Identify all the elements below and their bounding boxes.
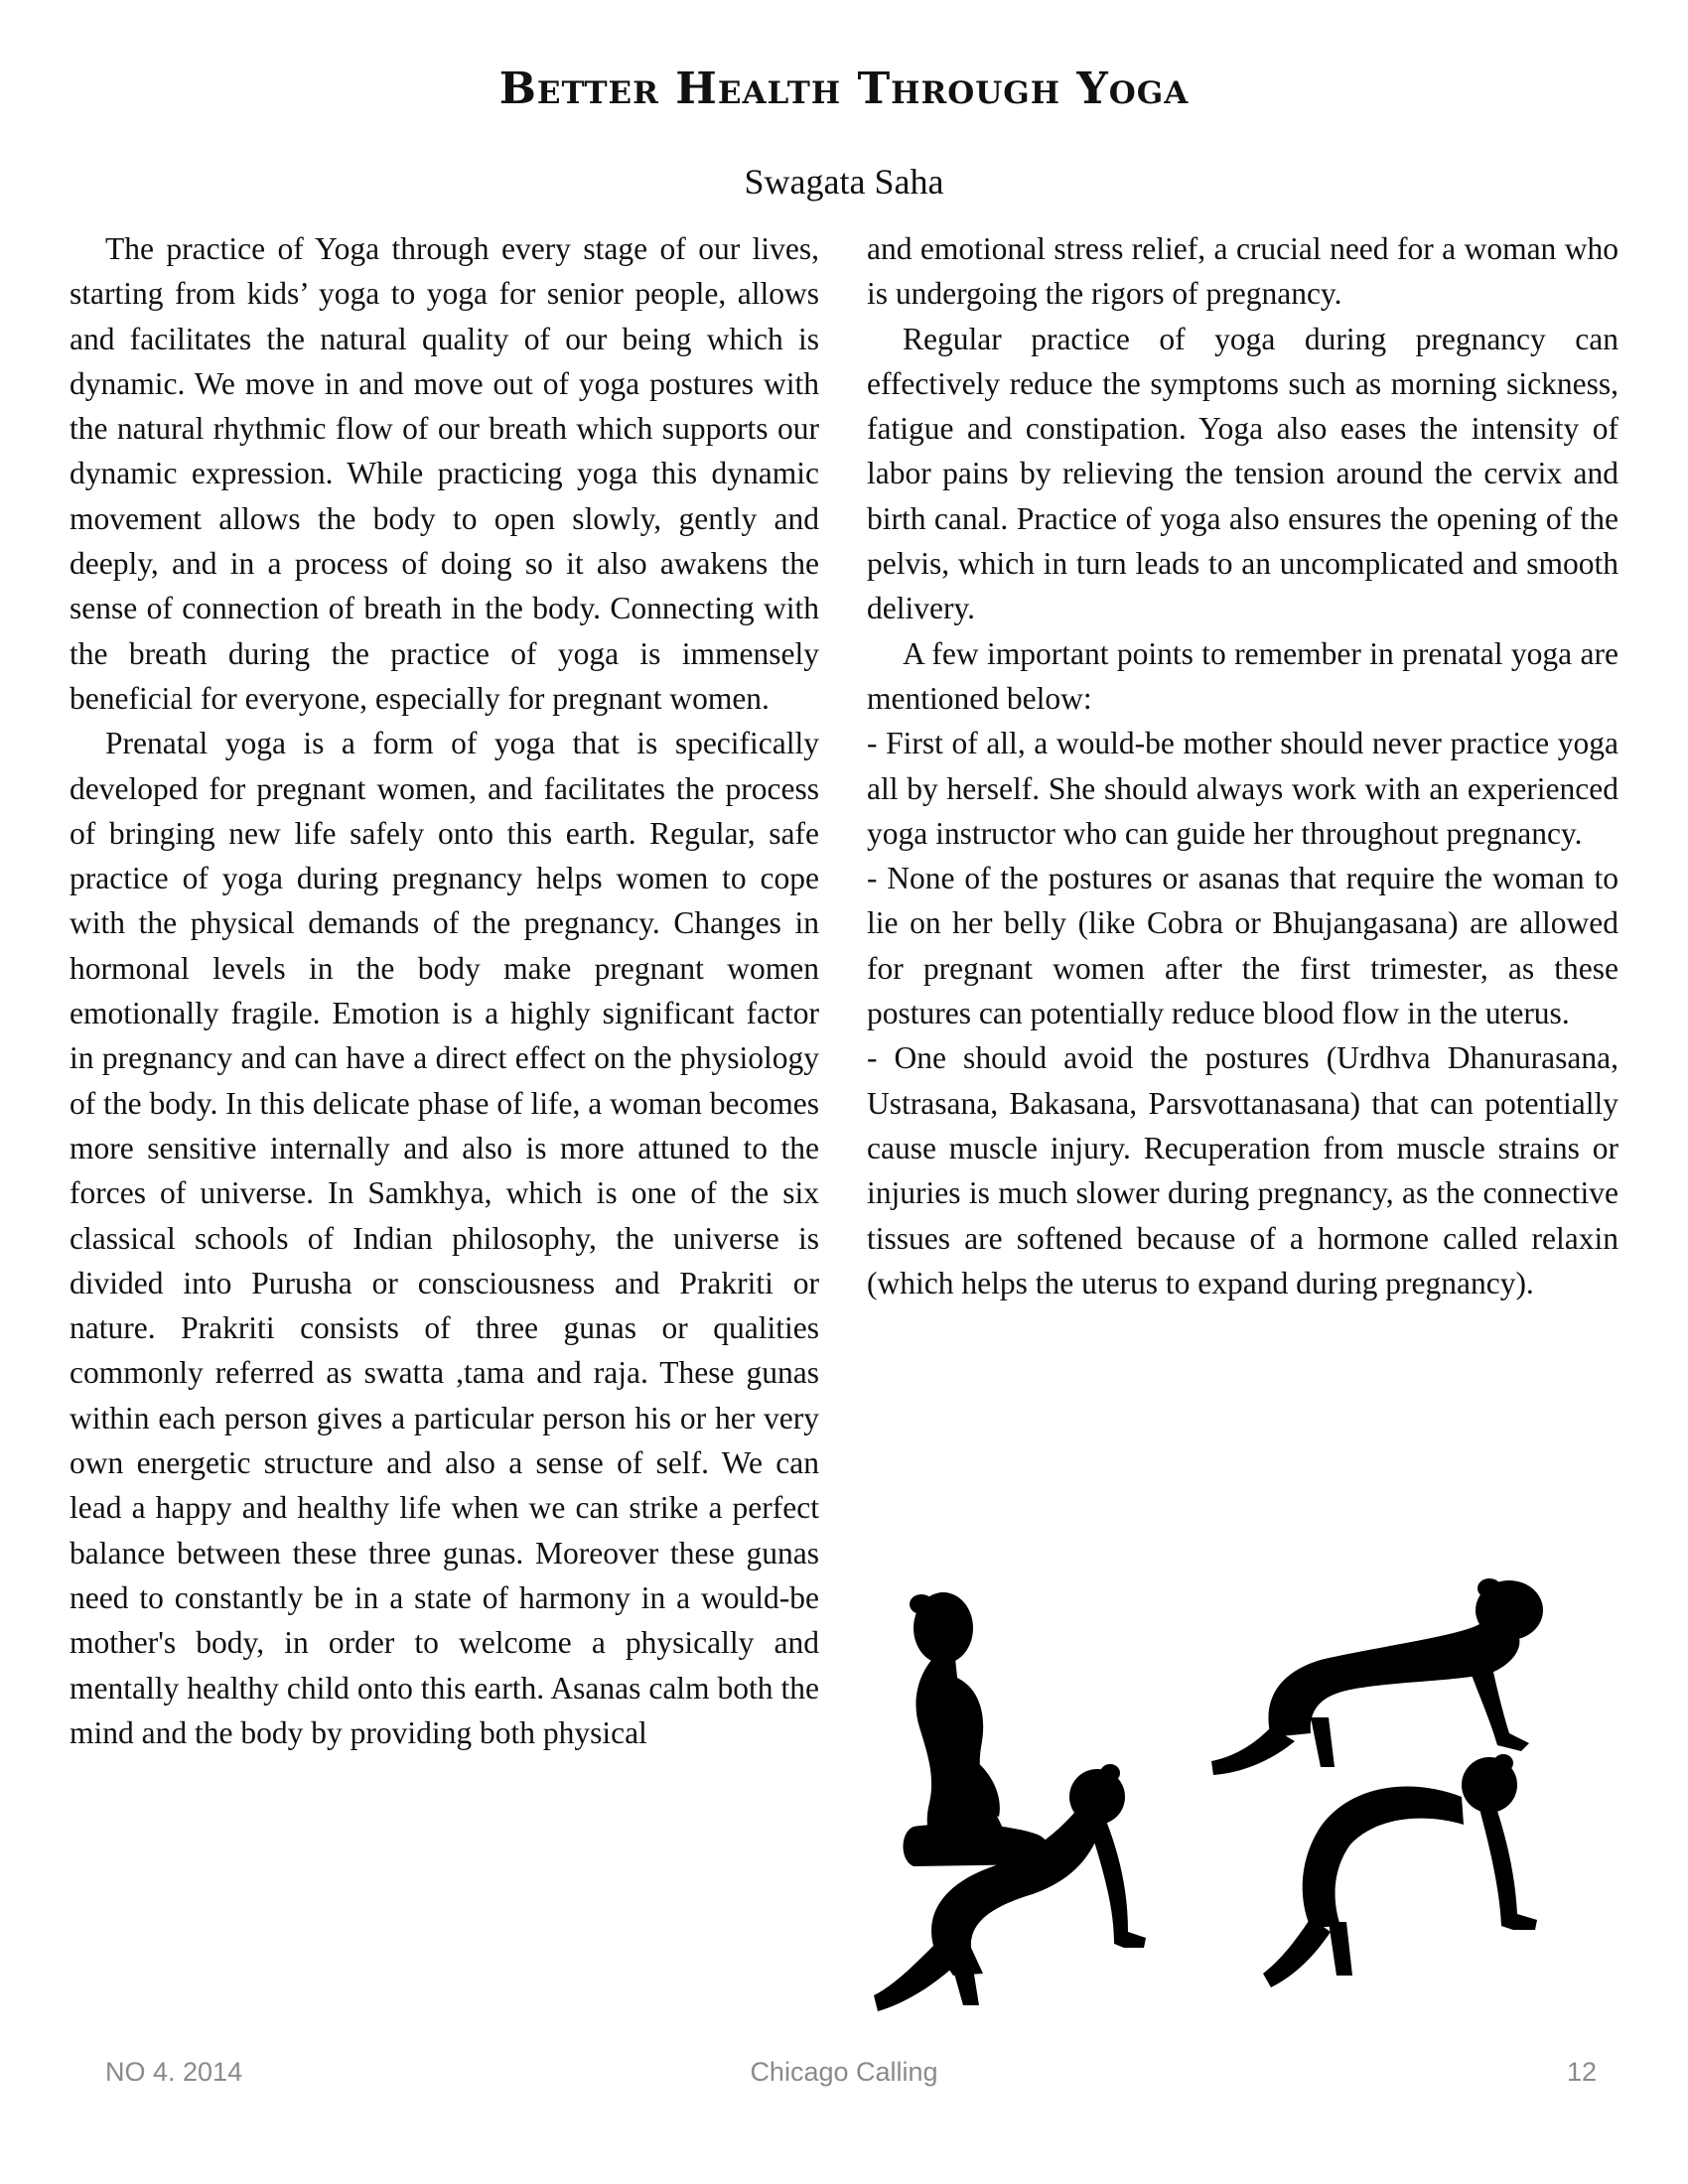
footer-page-number: 12 (1566, 2057, 1597, 2087)
left-column (70, 226, 819, 1755)
kneeling-figure-icon (904, 1592, 1050, 1866)
paragraph: and emotional stress relief, a crucial need for a woman who is undergoing the rigors of pregnancy. (867, 231, 1618, 312)
footer-issue: NO 4. 2014 (105, 2057, 243, 2087)
arched-back-figure-icon (1263, 1754, 1537, 1987)
bullet-item: - One should avoid the postures (Urdhva Dhanurasana, Ustrasana, Bakasana, Parsvottanasana) that can potentially cause muscle injury. Recuperation from muscle strains or injuries is much slower during pregnancy, as the connective tissues are softened because of a hormone called relaxin (which helps the uterus to expand during pregnancy). (867, 1040, 1618, 1300)
paragraph: The practice of Yoga through every stage of our lives, starting from kids’ yoga to yoga for senior people, allows and facilitates the natural quality of our being which is dynamic. We move in and move out of yoga postures with the natural rhythmic flow of our breath which supports our dynamic expression. While practicing yoga this dynamic movement allows the body to open slowly, gently and deeply, and in a process of doing so it also awakens the sense of connection of breath in the body. Connecting with the breath during the practice of yoga is immensely beneficial for everyone, especially for pregnant women. (70, 231, 819, 716)
yoga-poses-figure (854, 1578, 1628, 2045)
paragraph: Prenatal yoga is a form of yoga that is specifically developed for pregnant women, and facilitates the process of bringing new life safely onto this earth. Regular, safe practice of yoga during pregnancy helps women to cope with the physical demands of the pregnancy. Changes in hormonal levels in the body make pregnant women emotionally fragile. Emotion is a highly significant factor in pregnancy and can have a direct effect on the physiology of the body. In this delicate phase of life, a woman becomes more sensitive internally and also is more attuned to the forces of universe. In Samkhya, which is one of the six classical schools of Indian philosophy, the universe is divided into Purusha or consciousness and Prakriti or nature. Prakriti consists of three gunas or qualities commonly referred as swatta ,tama and raja. These gunas within each person gives a particular person his or her very own energetic structure and also a sense of self. We can lead a happy and healthy life when we can strike a perfect balance between these three gunas. Moreover these gunas need to constantly be in a state of harmony in a would-be mother's body, in order to welcome a physically and mentally healthy child onto this earth. Asanas calm both the mind and the body by providing both physical (70, 726, 819, 1750)
bullet-item: - First of all, a would-be mother should never practice yoga all by herself. She should always work with an experienced yoga instructor who can guide her throughout pregnancy. (867, 726, 1618, 851)
cow-pose-figure-icon (874, 1764, 1146, 2011)
paragraph: Regular practice of yoga during pregnancy can effectively reduce the symptoms such as morning sickness, fatigue and constipation. Yoga also eases the intensity of labor pains by relieving the tension around the cervix and birth canal. Practice of yoga also ensures the opening of the pelvis, which in turn leads to an uncomplicated and smooth delivery. (867, 321, 1618, 626)
paragraph: A few important points to remember in prenatal yoga are mentioned below: (867, 635, 1618, 716)
footer-publication: Chicago Calling (750, 2057, 938, 2087)
right-column (867, 226, 1618, 1305)
article-author: Swagata Saha (744, 162, 944, 202)
cat-pose-figure-icon (1211, 1578, 1543, 1775)
article-title: Better Health Through Yoga (498, 64, 1190, 114)
bullet-item: - None of the postures or asanas that require the woman to lie on her belly (like Cobra or Bhujangasana) are allowed for pregnant women after the first trimester, as these postures can potentially reduce blood flow in the uterus. (867, 861, 1618, 1031)
